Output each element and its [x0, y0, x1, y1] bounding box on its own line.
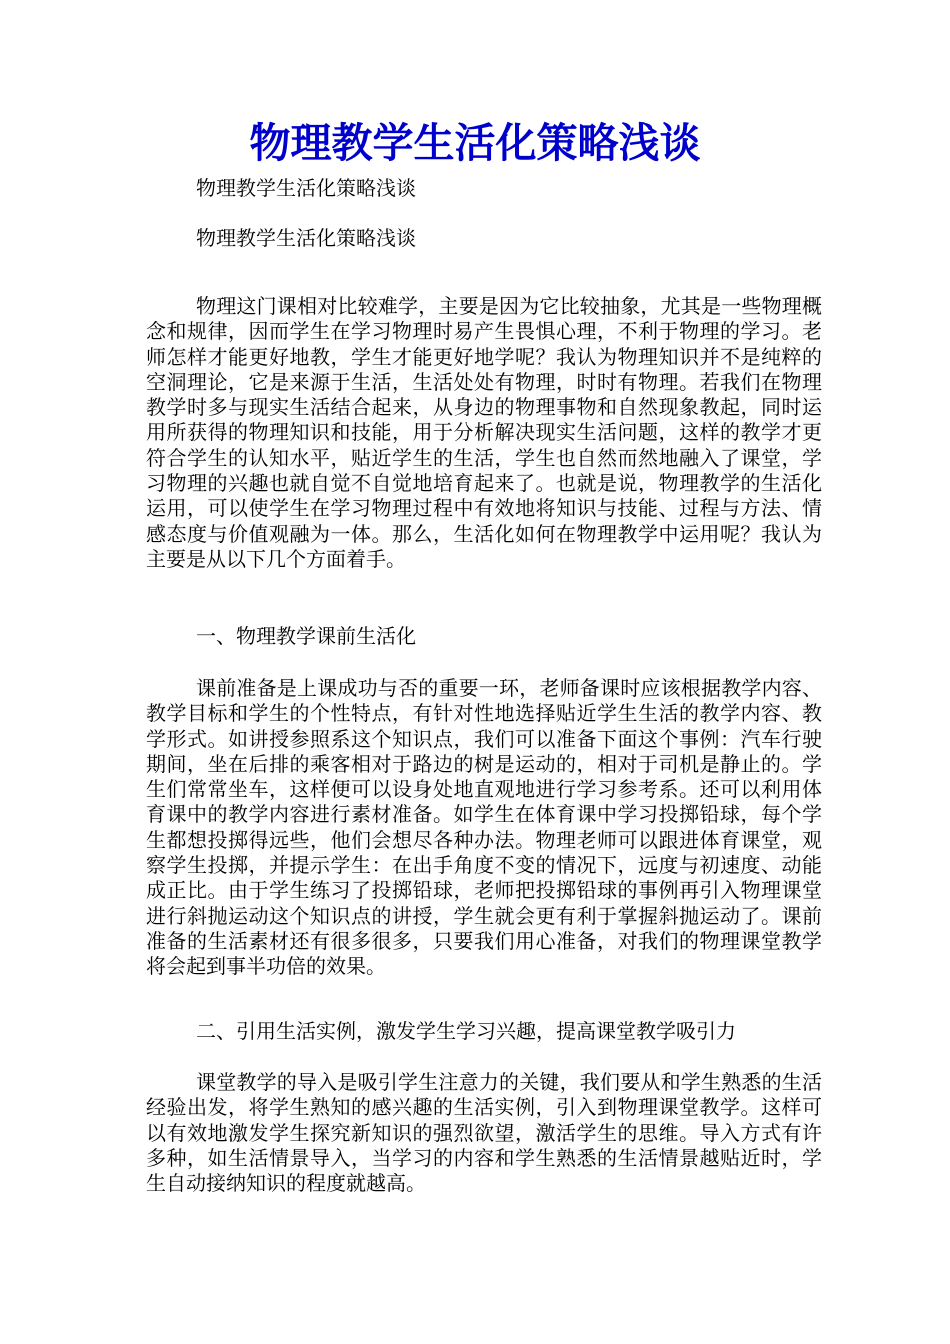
- intro-paragraph: 物理这门课相对比较难学，主要是因为它比较抽象，尤其是一些物理概念和规律，因而学生在学习物理时易产生畏惧心理，不利于物理的学习。老师怎样才能更好地教，学生才能更好地学呢？我认为物理知识并不是纯粹的空洞理论，它是来源于生活，生活处处有物理，时时有物理。若我们在物理教学时多与现实生活结合起来，从身边的物理事物和自然现象教起，同时运用所获得的物理知识和技能，用于分析解决现实生活问题，这样的教学才更符合学生的认知水平，贴近学生的生活，学生也自然而然地融入了课堂，学习物理的兴趣也就自觉不自觉地培育起来了。也就是说，物理教学的生活化运用，可以使学生在学习物理过程中有效地将知识与技能、过程与方法、情感态度与价值观融为一体。那么，生活化如何在物理教学中运用呢？我认为主要是从以下几个方面着手。: [146, 294, 822, 571]
- section-1-paragraph: 课前准备是上课成功与否的重要一环，老师备课时应该根据教学内容、教学目标和学生的个性特点，有针对性地选择贴近学生生活的教学内容、教学形式。如讲授参照系这个知识点，我们可以准备下面这个事例：汽车行驶期间，坐在后排的乘客相对于路边的树是运动的，相对于司机是静止的。学生们常常坐车，这样便可以设身处地直观地进行学习参考系。还可以利用体育课中的教学内容进行素材准备。如学生在体育课中学习投掷铅球，每个学生都想投掷得远些，他们会想尽各种办法。物理老师可以跟进体育课堂，观察学生投掷，并提示学生：在出手角度不变的情况下，远度与初速度、动能成正比。由于学生练习了投掷铅球，老师把投掷铅球的事例再引入物理课堂进行斜抛运动这个知识点的讲授，学生就会更有利于掌握斜抛运动了。课前准备的生活素材还有很多很多，只要我们用心准备，对我们的物理课堂教学将会起到事半功倍的效果。: [146, 676, 822, 979]
- subtitle-line-1: 物理教学生活化策略浅谈: [196, 176, 416, 200]
- section-heading-1: 一、物理教学课前生活化: [196, 624, 416, 648]
- document-title: 物理教学生活化策略浅谈: [249, 119, 701, 167]
- section-heading-2: 二、引用生活实例，激发学生学习兴趣，提高课堂教学吸引力: [196, 1019, 736, 1043]
- subtitle-line-2: 物理教学生活化策略浅谈: [196, 226, 416, 250]
- section-2-paragraph: 课堂教学的导入是吸引学生注意力的关键，我们要从和学生熟悉的生活经验出发，将学生熟知的感兴趣的生活实例，引入到物理课堂教学。这样可以有效地激发学生探究新知识的强烈欲望，激活学生的思维。导入方式有许多种，如生活情景导入，当学习的内容和学生熟悉的生活情景越贴近时，学生自动接纳知识的程度就越高。: [146, 1070, 822, 1196]
